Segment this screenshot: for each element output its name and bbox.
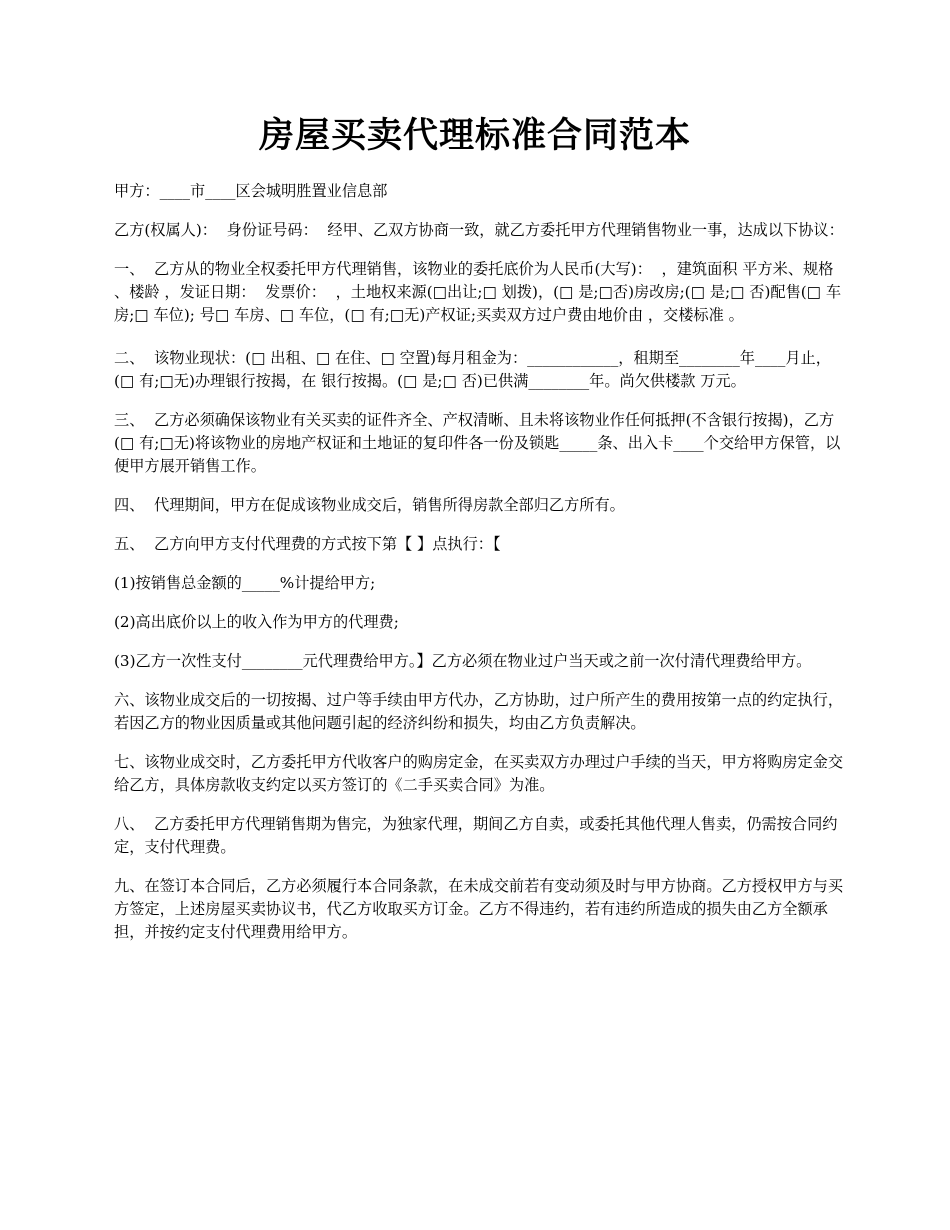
clause-5-option-1: (1)按销售总金额的_____%计提给甲方;: [114, 574, 376, 592]
document-body: [114, 180, 849, 960]
clause-7: 七、该物业成交时，乙方委托甲方代收客户的购房定金，在买卖双方办理过户手续的当天，甲方将购房定金交给乙方，具体房款收支约定以买方签订的《二手买卖合同》为准。: [114, 753, 843, 794]
document-title: 房屋买卖代理标准合同范本: [258, 115, 691, 156]
party-b-intro: 乙方(权属人)： 身份证号码： 经甲、乙双方协商一致，就乙方委托甲方代理销售物业一事，达成以下协议：: [114, 221, 844, 239]
clause-5-option-3: (3)乙方一次性支付________元代理费给甲方。】乙方必须在物业过户当天或之前一次付清代理费给甲方。: [114, 652, 812, 670]
clause-5-option-2: (2)高出底价以上的收入作为甲方的代理费;: [114, 613, 399, 631]
clause-8: 八、 乙方委托甲方代理销售期为售完，为独家代理，期间乙方自卖，或委托其他代理人售卖，仍需按合同约定，支付代理费。: [114, 815, 838, 856]
clause-1: 一、 乙方从的物业全权委托甲方代理销售，该物业的委托底价为人民币(大写)： ，建筑面积 平方米、规格 、楼龄 ，发证日期： 发票价： ，土地权来源(□出让;□ 划拨)，(□ 是;□否)房改房;(□ 是;□ 否)配售(□ 车房;□ 车位); 号□ 车房、□ 车位，(□ 有;□无)产权证;买卖双方过户费由地价由 ，交楼标准 。: [114, 260, 842, 324]
clause-4: 四、 代理期间，甲方在促成该物业成交后，销售所得房款全部归乙方所有。: [114, 496, 625, 514]
clause-9: 九、在签订本合同后，乙方必须履行本合同条款，在未成交前若有变动须及时与甲方协商。乙方授权甲方与买方签定，上述房屋买卖协议书，代乙方收取买方订金。乙方不得违约，若有违约所造成的损失由乙方全额承担，并按约定支付代理费用给甲方。: [114, 877, 843, 941]
clause-3: 三、 乙方必须确保该物业有关买卖的证件齐全、产权清晰、且未将该物业作任何抵押(不含银行按揭)，乙方(□ 有;□无)将该物业的房地产权证和土地证的复印件各一份及锁匙_____条、出入卡____个交给甲方保管，以便甲方展开销售工作。: [114, 411, 841, 475]
clause-5: 五、 乙方向甲方支付代理费的方式按下第【 】点执行：【: [114, 535, 501, 553]
party-a-line: 甲方：____市____区会城明胜置业信息部: [114, 182, 388, 200]
clause-6: 六、该物业成交后的一切按揭、过户等手续由甲方代办，乙方协助，过户所产生的费用按第一点的约定执行，若因乙方的物业因质量或其他问题引起的经济纠纷和损失，均由乙方负责解决。: [114, 691, 843, 732]
clause-2: 二、 该物业现状：(□ 出租、□ 在住、□ 空置)每月租金为：____________，租期至________年____月止，(□ 有;□无)办理银行按揭，在 银行按揭。(□ 是;□ 否)已供满________年。尚欠供楼款 万元。: [114, 349, 831, 390]
